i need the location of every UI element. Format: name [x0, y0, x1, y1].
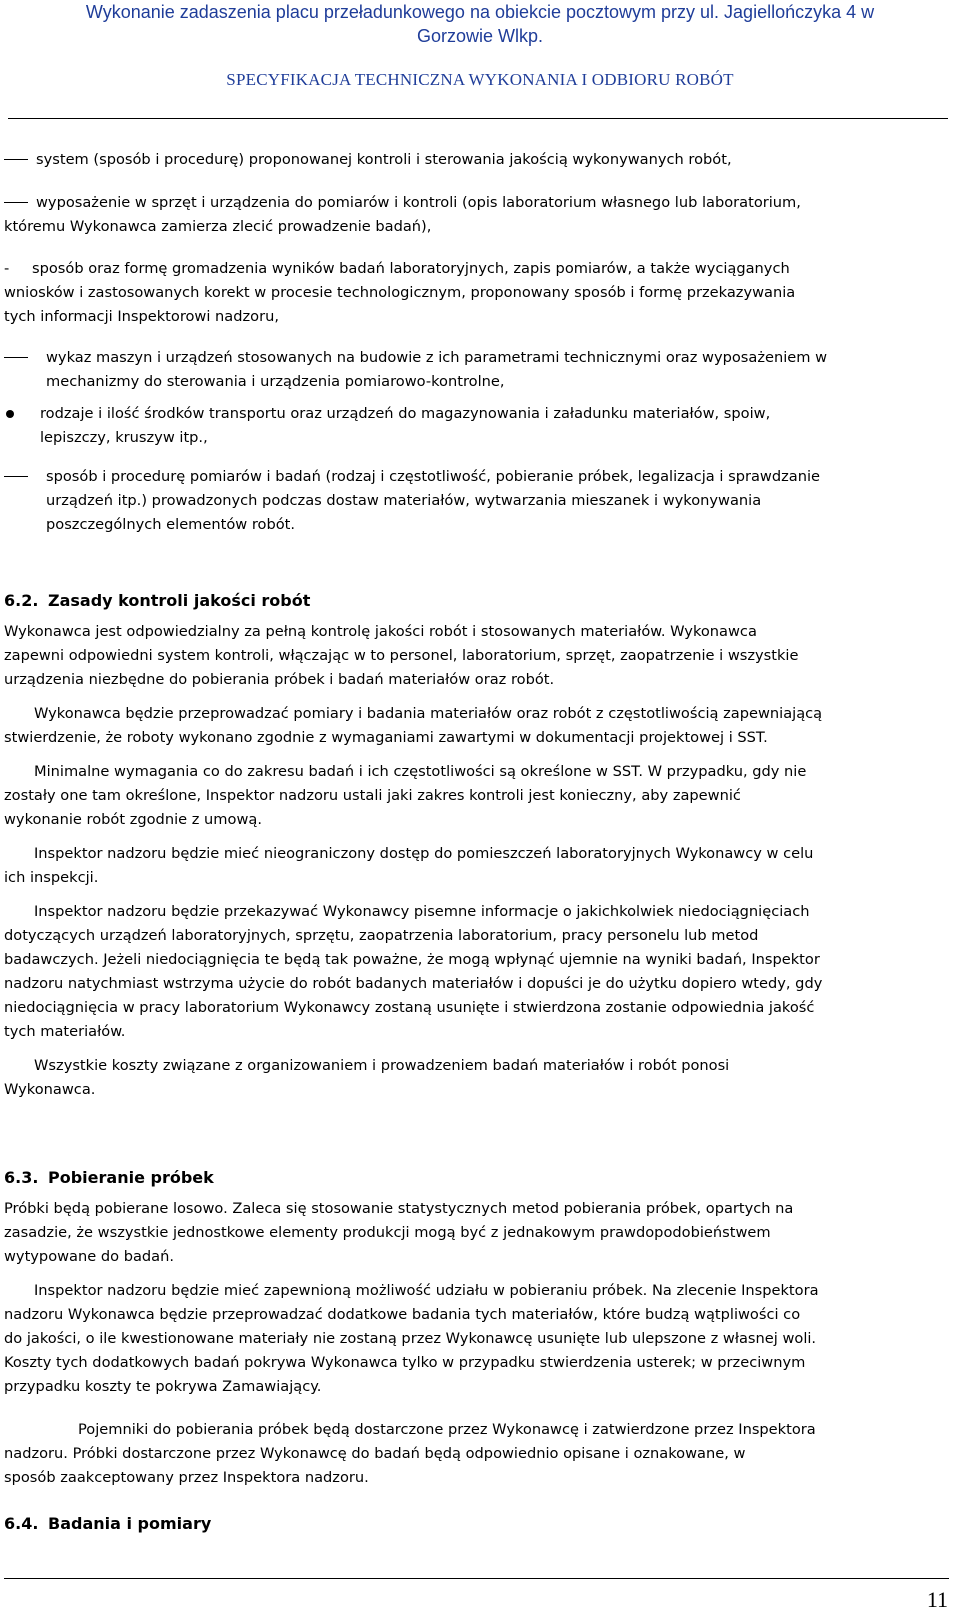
paragraph-line: Inspektor nadzoru będzie mieć zapewnioną możliwość udziału w pobieraniu próbek. Na zlecenie Inspektora — [34, 1282, 819, 1299]
section-number: 6.2. — [4, 591, 39, 610]
section-number: 6.4. — [4, 1514, 39, 1533]
hyphen-bullet: - — [4, 260, 10, 277]
list-item-text: tych informacji Inspektorowi nadzoru, — [4, 308, 279, 325]
paragraph-line: Próbki będą pobierane losowo. Zaleca się stosowanie statystycznych metod pobierania próbek, opartych na — [4, 1200, 794, 1217]
list-item-text: system (sposób i procedurę) proponowanej kontroli i sterowania jakością wykonywanych robót, — [36, 151, 732, 168]
paragraph-line: wytypowane do badań. — [4, 1248, 175, 1265]
paragraph-line: nadzoru natychmiast wstrzyma użycie do robót badanych materiałów i dopuści je do użytku dopiero wtedy, gdy — [4, 975, 823, 992]
paragraph-line: przypadku koszty te pokrywa Zamawiający. — [4, 1378, 322, 1395]
paragraph-line: dotyczących urządzeń laboratoryjnych, sprzętu, zaopatrzenia laboratorium, pracy personelu lub metod — [4, 927, 759, 944]
paragraph-line: do jakości, o ile kwestionowane materiały nie zostaną przez Wykonawcę usunięte lub ulepszone z własnej woli. — [4, 1330, 817, 1347]
dash-bullet-icon — [4, 357, 28, 358]
list-item-text: wniosków i zastosowanych korekt w procesie technologicznym, proponowany sposób i formę przekazywania — [4, 284, 796, 301]
section-title: Badania i pomiary — [48, 1514, 212, 1533]
page-number: 11 — [926, 1587, 948, 1612]
list-item-text: rodzaje i ilość środków transportu oraz urządzeń do magazynowania i załadunku materiałów, spoiw, — [40, 405, 771, 422]
list-item-text: urządzeń itp.) prowadzonych podczas dostaw materiałów, wytwarzania mieszanek i wykonywania — [46, 492, 762, 509]
paragraph-line: Inspektor nadzoru będzie przekazywać Wykonawcy pisemne informacje o jakichkolwiek niedociągnięciach — [34, 903, 810, 920]
section-title: Zasady kontroli jakości robót — [48, 591, 311, 610]
section-heading-6-2 — [4, 591, 310, 610]
header-title — [0, 0, 960, 48]
paragraph-line: zapewni odpowiedni system kontroli, włączając w to personel, laboratorium, sprzęt, zaopatrzenie i wszystkie — [4, 647, 799, 664]
paragraph-line: urządzenia niezbędne do pobierania próbek i badań materiałów oraz robót. — [4, 671, 555, 688]
paragraph-line: Koszty tych dodatkowych badań pokrywa Wykonawca tylko w przypadku stwierdzenia usterek; w przeciwnym — [4, 1354, 806, 1371]
paragraph-line: Wszystkie koszty związane z organizowaniem i prowadzeniem badań materiałów i robót ponosi — [34, 1057, 730, 1074]
list-item-text: sposób oraz formę gromadzenia wyników badań laboratoryjnych, zapis pomiarów, a także wyciąganych — [32, 260, 790, 277]
paragraph-line: nadzoru. Próbki dostarczone przez Wykonawcę do badań będą odpowiednio opisane i oznakowane, w — [4, 1445, 746, 1462]
paragraph-line: sposób zaakceptowany przez Inspektora nadzoru. — [4, 1469, 369, 1486]
header-spec-title: SPECYFIKACJA TECHNICZNA WYKONANIA I ODBIORU ROBÓT — [226, 70, 734, 89]
list-item-text: sposób i procedurę pomiarów i badań (rodzaj i częstotliwość, pobieranie próbek, legalizacja i sprawdzanie — [46, 468, 820, 485]
paragraph-line: Wykonawca będzie przeprowadzać pomiary i badania materiałów oraz robót z częstotliwością zapewniającą — [34, 705, 823, 722]
section-title: Pobieranie próbek — [48, 1168, 214, 1187]
paragraph-line: Minimalne wymagania co do zakresu badań i ich częstotliwości są określone w SST. W przypadku, gdy nie — [34, 763, 807, 780]
dash-bullet-icon — [4, 159, 28, 160]
paragraph-line: Inspektor nadzoru będzie mieć nieograniczony dostęp do pomieszczeń laboratoryjnych Wykonawcy w celu — [34, 845, 814, 862]
paragraph-line: stwierdzenie, że roboty wykonano zgodnie z wymaganiami zawartymi w dokumentacji projektowej i SST. — [4, 729, 768, 746]
section-number: 6.3. — [4, 1168, 39, 1187]
dash-bullet-icon — [4, 476, 28, 477]
paragraph-line: Wykonawca. — [4, 1081, 96, 1098]
paragraph-line: zasadzie, że wszystkie jednostkowe elementy produkcji mogą być z jednakowym prawdopodobieństwem — [4, 1224, 771, 1241]
footer-divider — [4, 1578, 949, 1579]
paragraph-line: niedociągnięcia w pracy laboratorium Wykonawcy zostaną usunięte i stwierdzona zostanie odpowiednia jakość — [4, 999, 815, 1016]
list-item-text: mechanizmy do sterowania i urządzenia pomiarowo-kontrolne, — [46, 373, 505, 390]
list-item-text: lepiszczy, kruszyw itp., — [40, 429, 208, 446]
paragraph-line: Pojemniki do pobierania próbek będą dostarczone przez Wykonawcę i zatwierdzone przez Inspektora — [78, 1421, 816, 1438]
dash-bullet-icon — [4, 202, 28, 203]
paragraph-line: zostały one tam określone, Inspektor nadzoru ustali jaki zakres kontroli jest konieczny, aby zapewnić — [4, 787, 741, 804]
paragraph-line: ich inspekcji. — [4, 869, 99, 886]
header-title-line2: Gorzowie Wlkp. — [416, 26, 544, 46]
section-heading-6-4 — [4, 1514, 211, 1533]
list-item-text: wykaz maszyn i urządzeń stosowanych na budowie z ich parametrami technicznymi oraz wyposażeniem w — [46, 349, 828, 366]
section-heading-6-3 — [4, 1168, 214, 1187]
paragraph-line: Wykonawca jest odpowiedzialny za pełną kontrolę jakości robót i stosowanych materiałów. Wykonawca — [4, 623, 757, 640]
list-item-text: któremu Wykonawca zamierza zlecić prowadzenie badań), — [4, 218, 432, 235]
header-title-line1: Wykonanie zadaszenia placu przeładunkowego na obiekcie pocztowym przy ul. Jagiellończyka 4 w — [85, 2, 875, 22]
paragraph-line: tych materiałów. — [4, 1023, 126, 1040]
round-bullet-icon — [6, 410, 14, 418]
list-item-text: wyposażenie w sprzęt i urządzenia do pomiarów i kontroli (opis laboratorium własnego lub laboratorium, — [36, 194, 801, 211]
list-item-text: poszczególnych elementów robót. — [46, 516, 296, 533]
paragraph-line: nadzoru Wykonawca będzie przeprowadzać dodatkowe badania tych materiałów, które budzą wątpliwości co — [4, 1306, 801, 1323]
paragraph-line: wykonanie robót zgodnie z umową. — [4, 811, 262, 828]
paragraph-line: badawczych. Jeżeli niedociągnięcia te będą tak poważne, że mogą wpłynąć ujemnie na wyniki badań, Inspektor — [4, 951, 820, 968]
header-divider — [8, 118, 948, 119]
